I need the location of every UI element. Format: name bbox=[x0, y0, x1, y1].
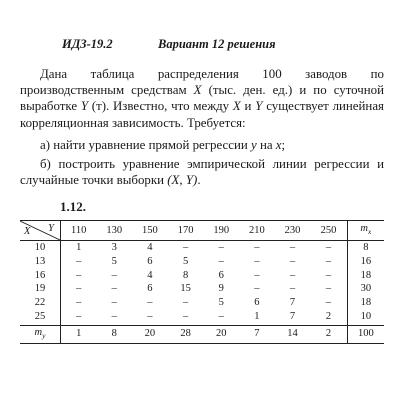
frequency-cell: 1 bbox=[76, 242, 82, 253]
y-header: 170 bbox=[168, 221, 204, 241]
table-row bbox=[20, 296, 384, 310]
table-row bbox=[20, 269, 384, 283]
y-header: 250 bbox=[310, 221, 347, 241]
frequency-cell: – bbox=[147, 297, 153, 309]
assignment-code: ИДЗ-19.2 bbox=[62, 37, 113, 51]
y-header: 230 bbox=[275, 221, 311, 241]
frequency-cell: – bbox=[254, 242, 260, 253]
mx-value: 18 bbox=[347, 269, 384, 283]
frequency-cell: – bbox=[111, 283, 117, 295]
x-value: 10 bbox=[20, 241, 61, 255]
frequency-cell: 2 bbox=[310, 310, 347, 325]
x-value: 25 bbox=[20, 310, 61, 325]
my-value: 2 bbox=[310, 325, 347, 343]
frequency-cell: – bbox=[254, 269, 260, 281]
distribution-table bbox=[20, 220, 384, 344]
x-value: 16 bbox=[20, 269, 61, 283]
mx-value: 16 bbox=[347, 255, 384, 269]
frequency-cell: 1 bbox=[239, 310, 275, 325]
y-header: 110 bbox=[61, 221, 97, 241]
frequency-cell: – bbox=[254, 283, 260, 295]
frequency-cell: – bbox=[76, 283, 82, 295]
document-header bbox=[62, 37, 380, 52]
frequency-cell: – bbox=[182, 242, 189, 253]
mx-value: 18 bbox=[347, 296, 384, 310]
frequency-cell: 5 bbox=[218, 297, 224, 309]
table-row bbox=[20, 310, 384, 325]
frequency-cell: 7 bbox=[289, 297, 296, 309]
frequency-cell: – bbox=[182, 297, 189, 309]
frequency-cell: – bbox=[203, 310, 239, 325]
frequency-cell: – bbox=[254, 255, 260, 267]
corner-x-label: X bbox=[24, 226, 31, 238]
frequency-cell: 8 bbox=[182, 269, 189, 281]
task-a: а) найти уравнение прямой регрессии y на x; bbox=[40, 138, 286, 152]
table-row bbox=[20, 241, 384, 255]
my-value: 8 bbox=[96, 325, 132, 343]
my-value: 20 bbox=[132, 325, 168, 343]
mx-value: 30 bbox=[347, 282, 384, 296]
frequency-cell: – bbox=[76, 255, 82, 267]
y-header: 150 bbox=[132, 221, 168, 241]
frequency-cell: 6 bbox=[147, 283, 153, 295]
frequency-cell: – bbox=[61, 310, 97, 325]
my-value: 1 bbox=[61, 325, 97, 343]
frequency-cell: 6 bbox=[218, 269, 224, 281]
my-value: 28 bbox=[168, 325, 204, 343]
corner-y-label: Y bbox=[48, 223, 54, 234]
y-header: 130 bbox=[96, 221, 132, 241]
my-value: 20 bbox=[203, 325, 239, 343]
frequency-cell: – bbox=[96, 310, 132, 325]
frequency-cell: – bbox=[325, 297, 332, 309]
frequency-cell: – bbox=[289, 269, 296, 281]
y-header: 190 bbox=[203, 221, 239, 241]
x-value: 22 bbox=[20, 296, 61, 310]
frequency-cell: 3 bbox=[111, 242, 117, 253]
mx-header: $m_x$ bbox=[347, 221, 384, 241]
table-row bbox=[20, 282, 384, 296]
y-header: 210 bbox=[239, 221, 275, 241]
frequency-cell: 7 bbox=[275, 310, 311, 325]
frequency-cell: – bbox=[289, 242, 296, 253]
x-value: 19 bbox=[20, 282, 61, 296]
frequency-cell: – bbox=[168, 310, 204, 325]
frequency-cell: – bbox=[76, 297, 82, 309]
table-header-row bbox=[20, 221, 384, 241]
frequency-cell: 5 bbox=[111, 255, 117, 267]
frequency-cell: – bbox=[218, 255, 224, 267]
frequency-cell: 15 bbox=[180, 283, 191, 295]
frequency-cell: 6 bbox=[254, 297, 260, 309]
mx-value: 8 bbox=[347, 241, 384, 255]
variant-title: Вариант 12 решения bbox=[158, 37, 276, 51]
totals-row bbox=[20, 325, 384, 343]
problem-statement: Дана таблица распределения 100 заводов по производственным средствам X (тыс. ден. ед.) и по суточной выработке Y (т). Известно, что между X и Y существует линейная корреляционная зависимость. Требуется: bbox=[20, 67, 384, 130]
task-b: б) построить уравнение эмпирической линии регрессии и случайные точки выборки (X, Y). bbox=[20, 157, 384, 188]
frequency-cell: – bbox=[325, 242, 332, 253]
frequency-cell: – bbox=[289, 283, 296, 295]
my-label: $m_y$ bbox=[20, 325, 61, 343]
frequency-cell: – bbox=[132, 310, 168, 325]
frequency-cell: – bbox=[325, 283, 332, 295]
frequency-cell: – bbox=[111, 297, 117, 309]
frequency-cell: 5 bbox=[182, 255, 189, 267]
frequency-cell: – bbox=[325, 269, 332, 281]
frequency-cell: 4 bbox=[147, 269, 153, 281]
my-value: 14 bbox=[275, 325, 311, 343]
frequency-cell: – bbox=[111, 269, 117, 281]
frequency-cell: – bbox=[76, 269, 82, 281]
table-row bbox=[20, 255, 384, 269]
frequency-cell: 9 bbox=[218, 283, 224, 295]
corner-cell bbox=[20, 221, 61, 241]
frequency-cell: – bbox=[218, 242, 224, 253]
frequency-cell: 4 bbox=[147, 242, 153, 253]
x-value: 13 bbox=[20, 255, 61, 269]
mx-value: 10 bbox=[347, 310, 384, 325]
my-value: 7 bbox=[239, 325, 275, 343]
total-value: 100 bbox=[347, 325, 384, 343]
frequency-cell: – bbox=[289, 255, 296, 267]
frequency-cell: – bbox=[325, 255, 332, 267]
problem-number: 1.12. bbox=[60, 199, 86, 214]
frequency-cell: 6 bbox=[147, 255, 153, 267]
